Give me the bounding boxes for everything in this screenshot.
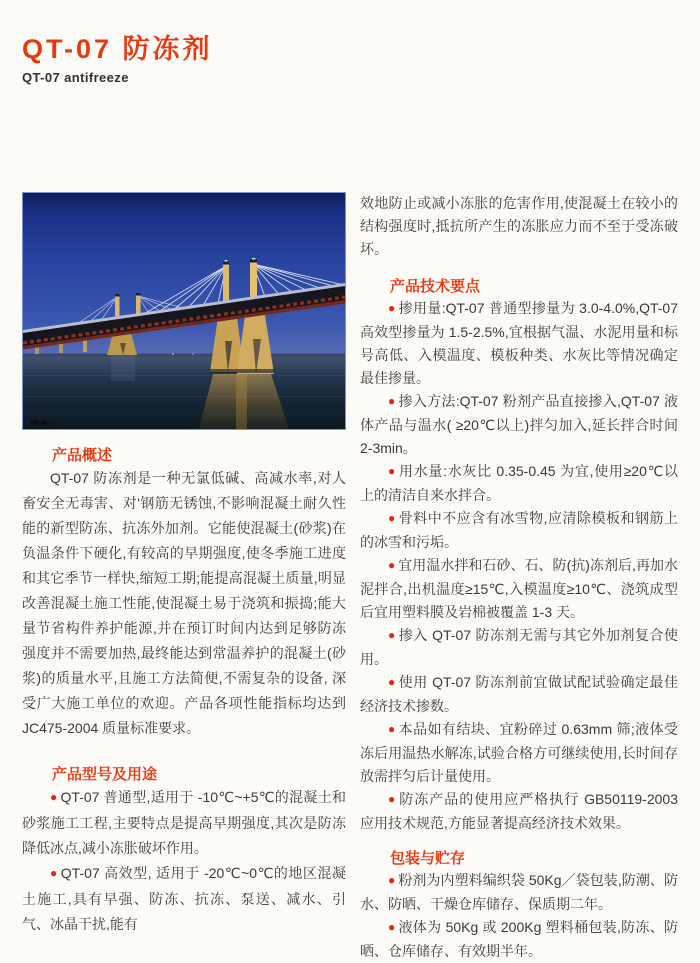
- technical-bullet-text: 本品如有结块、宜粉碎过 0.63mm 筛;液体受冻后用温热水解冻,试验合格方可继续使用,长时间存放需拌匀后计量使用。: [360, 721, 678, 784]
- bullet-icon: ●: [388, 464, 396, 478]
- model-bullet-high-efficiency: [22, 861, 346, 937]
- bullet-icon: ●: [388, 628, 396, 642]
- page-subtitle: QT-07 antifreeze: [22, 70, 129, 85]
- bullet-icon: ●: [388, 920, 396, 934]
- packaging-bullet-liquid: [360, 916, 678, 963]
- model-bullet-ordinary: [22, 785, 346, 861]
- technical-bullet-text: 骨料中不应含有冰雪物,应清除模板和钢筋上的冰雪和污垢。: [360, 510, 679, 550]
- bullet-icon: ●: [388, 394, 396, 408]
- model-bullet-high-efficiency-text: QT-07 高效型, 适用于 -20℃~0℃的地区混凝土施工,具有早强、防冻、抗冻、泵送、减水、引气、冰晶干扰,能有: [22, 865, 347, 932]
- section-header-product-overview: 产品概述: [52, 447, 113, 464]
- product-overview-paragraph: QT-07 防冻剂是一种无氯低碱、高减水率,对人畜安全无毒害、对'钢筋无锈蚀,不影响混凝土耐久性能的新型防冻、抗冻外加剂。它能使混凝土(砂浆)在负温条件下硬化,有较高的早期强度,使冬季施工进度和其它季节一样快,缩短工期;能提高混凝土质量,明显改善混凝土施工性能,使混凝土易于浇筑和振捣;能大量节省构件养护能源,并在预订时间内达到足够防冻强度并不需要加热,最终能达到常温养护的混凝土(砂浆)的质量水平,且施工方法简便,不需复杂的设备, 深受广大施工单位的欢迎。产品各项性能指标均达到 JC475-2004 质量标准要求。: [22, 470, 346, 736]
- bullet-icon: ●: [388, 873, 396, 887]
- technical-bullet-text: 掺入 QT-07 防冻剂无需与其它外加剂复合使用。: [360, 627, 679, 667]
- technical-bullet: [360, 554, 678, 624]
- right-column: [360, 192, 678, 963]
- page-header: [22, 34, 213, 85]
- packaging-bullet-powder-text: 粉剂为内塑料编织袋 50Kg／袋包装,防潮、防水、防晒、干燥仓库储存、保质期二年。: [360, 872, 678, 912]
- technical-bullet: [360, 718, 678, 788]
- bullet-icon: ●: [388, 722, 396, 736]
- technical-bullet-text: 使用 QT-07 防冻剂前宜做试配试验确定最佳经济技术掺数。: [360, 674, 679, 714]
- bullet-icon: ●: [388, 301, 396, 315]
- technical-bullet: [360, 460, 678, 507]
- bridge-photo-illustration: [23, 193, 345, 429]
- technical-bullet: [360, 390, 678, 460]
- bullet-icon: ●: [50, 866, 58, 880]
- technical-bullet-text: 用水量:水灰比 0.35-0.45 为宜,使用≥20℃以上的清洁自来水拌合。: [360, 463, 679, 503]
- packaging-bullet-powder: [360, 869, 678, 916]
- technical-bullet: [360, 507, 678, 554]
- packaging-bullet-liquid-text: 液体为 50Kg 或 200Kg 塑料桶包装,防冻、防晒、仓库储存、有效期半年。: [360, 919, 678, 959]
- bullet-icon: ●: [50, 790, 58, 804]
- model-bullet-ordinary-text: QT-07 普通型,适用于 -10℃~+5℃的混凝土和砂浆施工工程,主要特点是提高早期强度,其次是防冻降低冰点,减小冻胀破坏作用。: [22, 789, 346, 856]
- left-column: [22, 192, 346, 963]
- bullet-icon: ●: [388, 511, 396, 525]
- technical-bullet-text: 防冻产品的使用应严格执行 GB50119-2003 应用技术规范,方能显著提高经济技术效果。: [360, 791, 678, 831]
- bullet-icon: ●: [388, 558, 396, 572]
- bullet-icon: ●: [388, 792, 397, 806]
- section-header-packaging-storage: 包装与贮存: [390, 850, 466, 867]
- page-title: QT-07 防冻剂: [22, 34, 213, 64]
- technical-bullet-text: 掺用量:QT-07 普通型掺量为 3.0-4.0%,QT-07 高效型掺量为 1.5-2.5%,宜根据气温、水泥用量和标号高低、入模温度、模板种类、水灰比等情况确定最佳掺量。: [360, 300, 679, 386]
- technical-bullet-text: 掺入方法:QT-07 粉剂产品直接掺入,QT-07 液体产品与温水( ≥20℃以上)拌匀加入,延长拌合时间 2-3min。: [360, 393, 678, 456]
- section-header-models-and-uses: 产品型号及用途: [52, 766, 158, 783]
- section-header-technical-points: 产品技术要点: [390, 278, 481, 295]
- bullet-icon: ●: [388, 675, 396, 689]
- content-area: [22, 192, 678, 963]
- technical-bullet: [360, 788, 678, 835]
- technical-bullet-text: 宜用温水拌和石砂、石、防(抗)冻剂后,再加水泥拌合,出机温度≥15℃,入模温度≥10℃、浇筑成型后宜用塑料膜及岩棉被覆盖 1-3 天。: [360, 557, 679, 620]
- continuation-paragraph: 效地防止或减小冻胀的危害作用,使混凝土在较小的结构强度时,抵抗所产生的冻胀应力而不至于受冻破坏。: [360, 195, 678, 257]
- bridge-photo: [22, 192, 346, 430]
- technical-bullet: [360, 671, 678, 718]
- technical-bullet: [360, 297, 678, 390]
- technical-bullet: [360, 624, 678, 671]
